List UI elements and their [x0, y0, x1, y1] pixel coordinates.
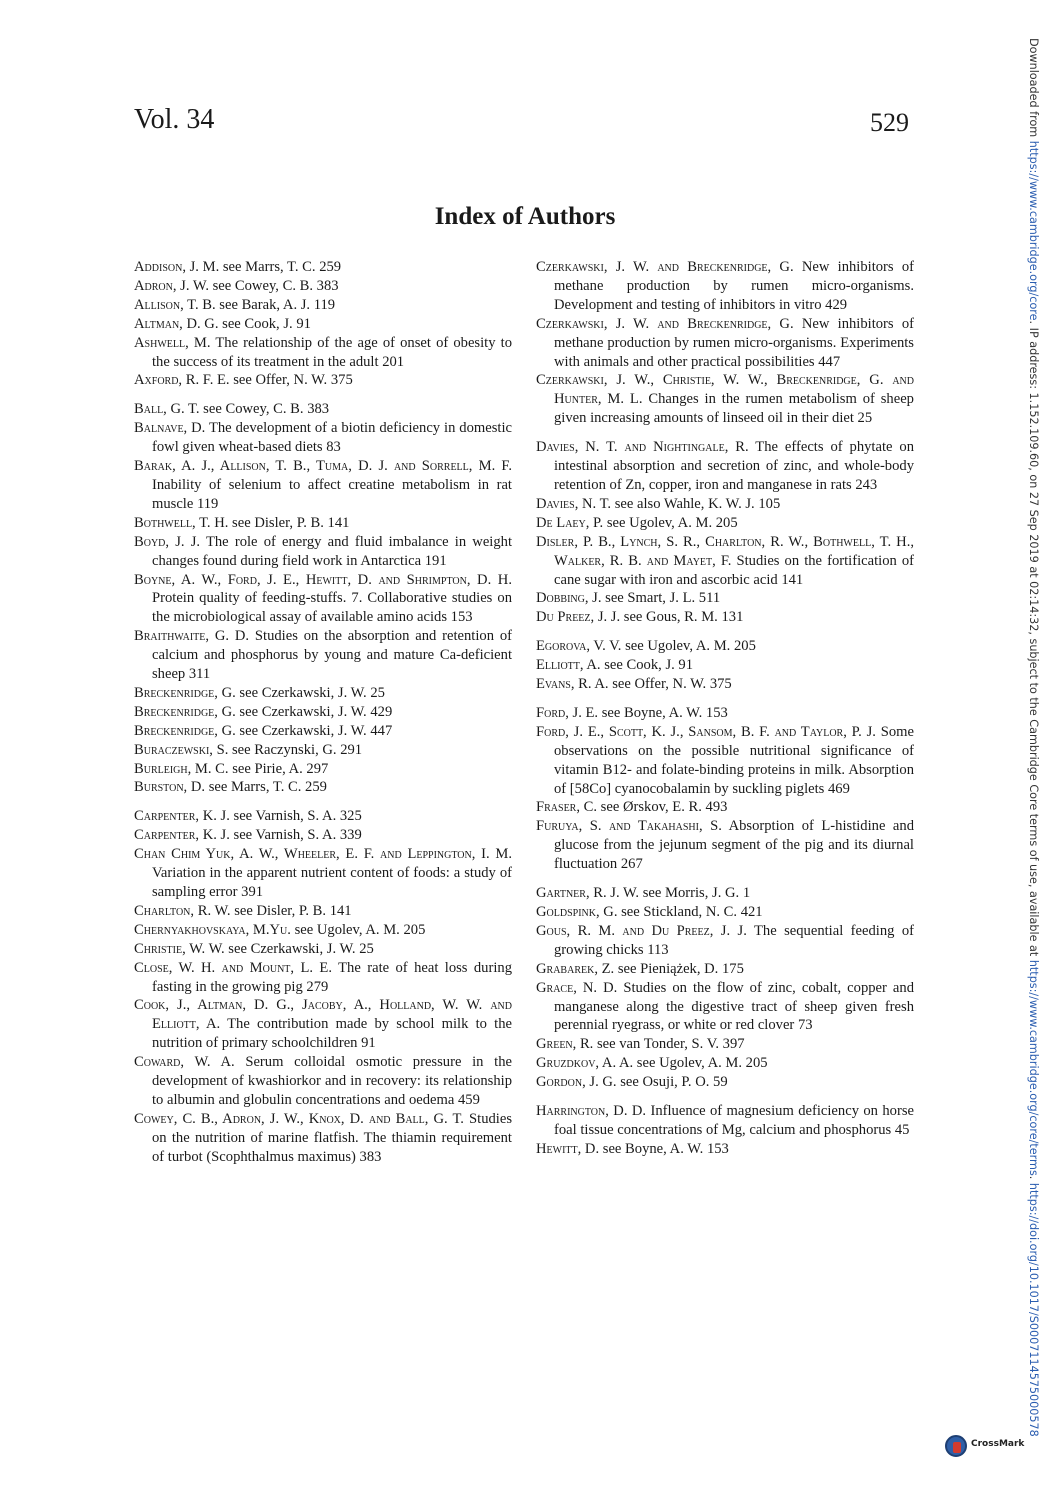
- entry-text: Variation in the apparent nutrient content of foods: a study of sampling error 391: [152, 865, 512, 900]
- index-entry: [536, 514, 914, 533]
- entry-text: see Smart, J. L. 511: [601, 590, 721, 607]
- entry-text: Serum colloidal osmotic pressure in the development of kwashiorkor and in recovery: its relationship to albumin and globulin concentrations and oedema 459: [152, 1054, 512, 1108]
- entry-authors: Braithwaite, G. D.: [134, 628, 250, 645]
- entry-authors: Ball, G. T.: [134, 401, 200, 418]
- page-number: 529: [870, 108, 909, 137]
- entry-text: see Varnish, S. A. 339: [229, 827, 362, 844]
- entry-text: Studies on the absorption and retention of calcium and phosphorus by young and mature Ca-deficient sheep 311: [152, 628, 512, 683]
- entry-authors: Carpenter, K. J.: [134, 827, 230, 844]
- entry-text: see Czerkawski, J. W. 429: [235, 703, 393, 720]
- entry-text: see Cowey, C. B. 383: [208, 277, 339, 294]
- index-entry: [134, 722, 512, 741]
- entry-text: Studies on the flow of zinc, cobalt, copper and manganese along the digestive tract of sheep given fresh perennial ryegrass, or white or red clover 73: [554, 979, 914, 1034]
- index-entry: [134, 807, 512, 826]
- index-entry: [134, 940, 512, 959]
- entry-authors: Hewitt, D.: [536, 1140, 600, 1157]
- entry-text: see van Tonder, S. V. 397: [593, 1036, 745, 1053]
- index-entry: [536, 1035, 914, 1054]
- index-entry: [536, 1054, 914, 1073]
- entry-authors: Breckenridge, G.: [134, 703, 236, 720]
- entry-text: see Offer, N. W. 375: [608, 676, 732, 693]
- entry-text: see Disler, P. B. 141: [230, 902, 352, 919]
- entry-authors: Czerkawski, J. W., Christie, W. W., Breckenridge, G. and Hunter, M. L.: [536, 372, 914, 408]
- entry-text: see Ugolev, A. M. 205: [603, 514, 738, 531]
- index-entry: [134, 826, 512, 845]
- index-entry: [134, 760, 512, 779]
- entry-text: Influence of magnesium deficiency on horse foal tissue concentrations of Mg, calcium and phosphorus 45: [554, 1103, 914, 1138]
- index-entry: [134, 514, 512, 533]
- index-entry: [536, 495, 914, 514]
- index-entry: [134, 741, 512, 760]
- index-column-right: [536, 258, 914, 1159]
- index-entry: [536, 1140, 914, 1159]
- entry-text: see Pieniążek, D. 175: [614, 960, 744, 977]
- index-entry: [134, 921, 512, 940]
- index-entry: [536, 922, 914, 960]
- index-entry: [134, 1110, 512, 1167]
- index-entry: [134, 627, 512, 684]
- index-entry: [134, 684, 512, 703]
- entry-authors: Evans, R. A.: [536, 676, 609, 693]
- index-entry: [536, 723, 914, 799]
- index-entry: [536, 979, 914, 1036]
- index-entry: [134, 258, 512, 277]
- entry-authors: Balnave, D.: [134, 420, 206, 437]
- page-title: Index of Authors: [434, 203, 616, 230]
- entry-authors: Gartner, R. J. W.: [536, 885, 640, 902]
- index-entry: [134, 1053, 512, 1110]
- entry-authors: Green, R.: [536, 1036, 594, 1053]
- index-entry: [536, 371, 914, 428]
- entry-authors: Disler, P. B., Lynch, S. R., Charlton, R. W., Bothwell, T. H., Walker, R. B. and Mayet, F.: [536, 533, 914, 569]
- entry-authors: Dobbing, J.: [536, 590, 602, 607]
- entry-text: see Boyne, A. W. 153: [598, 704, 728, 721]
- entry-authors: Addison, J. M.: [134, 259, 220, 275]
- entry-text: see Osuji, P. O. 59: [616, 1074, 728, 1091]
- doi-link[interactable]: https://doi.org/10.1017/S0007114575000578: [1027, 1182, 1040, 1437]
- entry-authors: Gruzdkov, A. A.: [536, 1055, 634, 1072]
- cambridge-core-link[interactable]: https://www.cambridge.org/core: [1027, 140, 1040, 321]
- entry-authors: Gordon, J. G.: [536, 1074, 617, 1091]
- entry-authors: De Laey, P.: [536, 514, 604, 531]
- entry-text: see Boyne, A. W. 153: [599, 1140, 729, 1157]
- entry-authors: Barak, A. J., Allison, T. B., Tuma, D. J. and Sorrell, M. F.: [134, 458, 512, 475]
- index-entry: [536, 798, 914, 817]
- index-entry: [536, 704, 914, 723]
- entry-text: Studies on the nutrition of marine flatfish. The thiamin requirement of turbot (Scophthalmus maximus) 383: [152, 1110, 512, 1165]
- entry-text: New inhibitors of methane production by rumen micro-organisms. Development and testing of inhibitors in vitro 429: [554, 259, 914, 313]
- entry-text: see Gous, R. M. 131: [620, 609, 744, 626]
- entry-text: see Cook, J. 91: [218, 315, 311, 332]
- entry-text: The role of energy and fluid imbalance in weight changes found during field work in Antarctica 191: [152, 533, 513, 569]
- entry-authors: Davies, N. T.: [536, 495, 612, 512]
- entry-authors: Harrington, D. D.: [536, 1103, 647, 1120]
- download-notice: [1014, 38, 1042, 1478]
- entry-text: see Ugolev, A. M. 205: [621, 638, 756, 655]
- entry-authors: Burleigh, M. C.: [134, 760, 229, 777]
- entry-authors: Elliott, A.: [536, 657, 601, 674]
- entry-text: see Raczynski, G. 291: [228, 741, 363, 758]
- entry-authors: Davies, N. T. and Nightingale, R.: [536, 439, 749, 456]
- entry-authors: Goldspink, G.: [536, 904, 618, 920]
- index-entry: [134, 315, 512, 334]
- entry-authors: Christie, W. W.: [134, 940, 225, 957]
- entry-authors: Chernyakhovskaya, M.Yu.: [134, 921, 291, 938]
- entry-authors: Chan Chim Yuk, A. W., Wheeler, E. F. and Leppington, I. M.: [134, 846, 512, 863]
- entry-text: see Disler, P. B. 141: [228, 514, 350, 531]
- index-entry: [134, 277, 512, 296]
- index-entry: [536, 637, 914, 656]
- index-entry: [536, 656, 914, 675]
- index-entry: [134, 533, 512, 571]
- index-entry: [134, 959, 512, 997]
- entry-text: see Cook, J. 91: [600, 657, 694, 674]
- entry-authors: Grace, N. D.: [536, 979, 618, 996]
- entry-text: The contribution made by school milk to the nutrition of primary schoolchildren 91: [152, 1016, 512, 1052]
- index-entry: [536, 258, 914, 315]
- entry-text: see Czerkawski, J. W. 25: [235, 684, 385, 701]
- index-entry: [134, 334, 512, 372]
- download-prefix: Downloaded from: [1027, 38, 1040, 141]
- entry-text: The effects of phytate on intestinal absorption and secretion of zinc, and whole-body retention of Zn, copper, iron and manganese in rats 243: [554, 439, 914, 493]
- entry-authors: Ford, J. E.: [536, 704, 599, 721]
- index-entry: [536, 960, 914, 979]
- entry-authors: Carpenter, K. J.: [134, 808, 230, 825]
- entry-authors: Burston, D.: [134, 779, 206, 796]
- index-entry: [134, 845, 512, 902]
- crossmark-icon: [945, 1435, 967, 1457]
- entry-text: The rate of heat loss during fasting in the growing pig 279: [152, 959, 512, 995]
- index-entry: [536, 438, 914, 495]
- index-entry: [536, 315, 914, 372]
- entry-authors: Cowey, C. B., Adron, J. W., Knox, D. and Ball, G. T.: [134, 1110, 464, 1127]
- entry-authors: Breckenridge, G.: [134, 684, 236, 701]
- terms-link[interactable]: https://www.cambridge.org/core/terms: [1027, 959, 1040, 1176]
- index-entry: [134, 457, 512, 514]
- entry-authors: Coward, W. A.: [134, 1054, 235, 1071]
- index-entry: [134, 778, 512, 797]
- index-entry: [134, 419, 512, 457]
- index-entry: [134, 902, 512, 921]
- entry-text: see Barak, A. J. 119: [215, 296, 336, 313]
- entry-text: see Ugolev, A. M. 205: [290, 921, 426, 938]
- index-entry: [536, 589, 914, 608]
- index-entry: [536, 608, 914, 627]
- index-entry: [536, 884, 914, 903]
- entry-authors: Czerkawski, J. W. and Breckenridge, G.: [536, 315, 794, 332]
- index-entry: [134, 400, 512, 419]
- ip-notice-text: . IP address: 1.152.109.60, on 27 Sep 2019 at 02:14:32, subject to the Cambridge Core terms of use, available at: [1027, 320, 1040, 960]
- entry-text: The relationship of the age of onset of obesity to the success of its treatment in the adult 201: [152, 334, 512, 370]
- separator: .: [1027, 1175, 1040, 1183]
- index-entry: [134, 703, 512, 722]
- index-entry: [134, 571, 512, 628]
- entry-authors: Close, W. H. and Mount, L. E.: [134, 959, 332, 976]
- index-entry: [536, 903, 914, 922]
- entry-text: Inability of selenium to affect creatine metabolism in rat muscle 119: [152, 476, 512, 512]
- entry-authors: Ford, J. E., Scott, K. J., Sansom, B. F. and Taylor, P. J.: [536, 723, 876, 740]
- entry-text: Absorption of L-histidine and glucose from the jejunum segment of the pig and its diurnal fluctuation 267: [554, 818, 914, 873]
- index-entry: [536, 817, 914, 874]
- entry-authors: Fraser, C.: [536, 799, 598, 816]
- entry-text: Protein quality of feeding-stuffs. 7. Collaborative studies on the microbiological assay of available amino acids 153: [152, 590, 512, 626]
- entry-authors: Axford, R. F. E.: [134, 372, 230, 389]
- index-entry: [134, 996, 512, 1053]
- entry-text: New inhibitors of methane production by rumen micro-organisms. Experiments with animals and other practical possibilities 447: [554, 315, 914, 370]
- entry-authors: Ashwell, M.: [134, 334, 211, 351]
- entry-authors: Egorova, V. V.: [536, 638, 622, 655]
- entry-authors: Furuya, S. and Takahashi, S.: [536, 818, 722, 835]
- volume-label: Vol. 34: [134, 104, 215, 135]
- entry-authors: Buraczewski, S.: [134, 741, 229, 758]
- entry-text: see Ugolev, A. M. 205: [633, 1055, 768, 1072]
- entry-text: see Czerkawski, J. W. 25: [224, 940, 374, 957]
- entry-authors: Gous, R. M. and Du Preez, J. J.: [536, 922, 747, 939]
- entry-authors: Grabarek, Z.: [536, 960, 615, 977]
- entry-authors: Boyne, A. W., Ford, J. E., Hewitt, D. and Shrimpton, D. H.: [134, 571, 512, 588]
- entry-authors: Boyd, J. J.: [134, 533, 201, 550]
- entry-text: see Pirie, A. 297: [228, 760, 329, 777]
- entry-authors: Czerkawski, J. W. and Breckenridge, G.: [536, 259, 794, 275]
- index-entry: [536, 1102, 914, 1140]
- entry-text: Changes in the rumen metabolism of sheep given increasing amounts of linseed oil in their diet 25: [554, 391, 914, 427]
- crossmark-label: CrossMark: [971, 1439, 1025, 1449]
- entry-text: see Varnish, S. A. 325: [229, 808, 362, 825]
- entry-authors: Du Preez, J. J.: [536, 609, 621, 626]
- entry-authors: Allison, T. B.: [134, 296, 216, 313]
- entry-authors: Breckenridge, G.: [134, 722, 236, 739]
- index-entry: [134, 296, 512, 315]
- entry-authors: Charlton, R. W.: [134, 902, 231, 919]
- entry-authors: Cook, J., Altman, D. G., Jacoby, A., Holland, W. W. and Elliott, A.: [134, 997, 512, 1033]
- index-entry: [536, 1073, 914, 1092]
- entry-text: The development of a biotin deficiency in domestic fowl given wheat-based diets 83: [152, 420, 512, 456]
- entry-text: see Ørskov, E. R. 493: [597, 799, 728, 816]
- entry-text: Studies on the fortification of cane sugar with iron and ascorbic acid 141: [554, 552, 915, 588]
- entry-text: see Marrs, T. C. 259: [219, 259, 342, 275]
- index-entry: [536, 675, 914, 694]
- entry-text: see Morris, J. G. 1: [639, 885, 751, 902]
- entry-authors: Bothwell, T. H.: [134, 514, 229, 531]
- entry-text: The sequential feeding of growing chicks 113: [554, 922, 914, 958]
- entry-authors: Adron, J. W.: [134, 277, 209, 294]
- entry-text: see Offer, N. W. 375: [229, 372, 353, 389]
- entry-text: see Marrs, T. C. 259: [205, 779, 327, 796]
- entry-authors: Altman, D. G.: [134, 315, 219, 332]
- entry-text: Some observations on the possible nutritional significance of vitamin B12- and folate-binding proteins in milk. Absorption of [58Co] cyanocobalamin by suckling piglets 469: [554, 723, 915, 797]
- entry-text: see Cowey, C. B. 383: [199, 401, 330, 418]
- entry-text: see also Wahle, K. W. J. 105: [611, 495, 781, 512]
- index-column-left: [134, 258, 512, 1167]
- entry-text: see Stickland, N. C. 421: [617, 904, 763, 920]
- index-entry: [134, 371, 512, 390]
- index-entry: [536, 533, 914, 590]
- entry-text: see Czerkawski, J. W. 447: [235, 722, 393, 739]
- crossmark-badge[interactable]: [945, 1433, 1025, 1461]
